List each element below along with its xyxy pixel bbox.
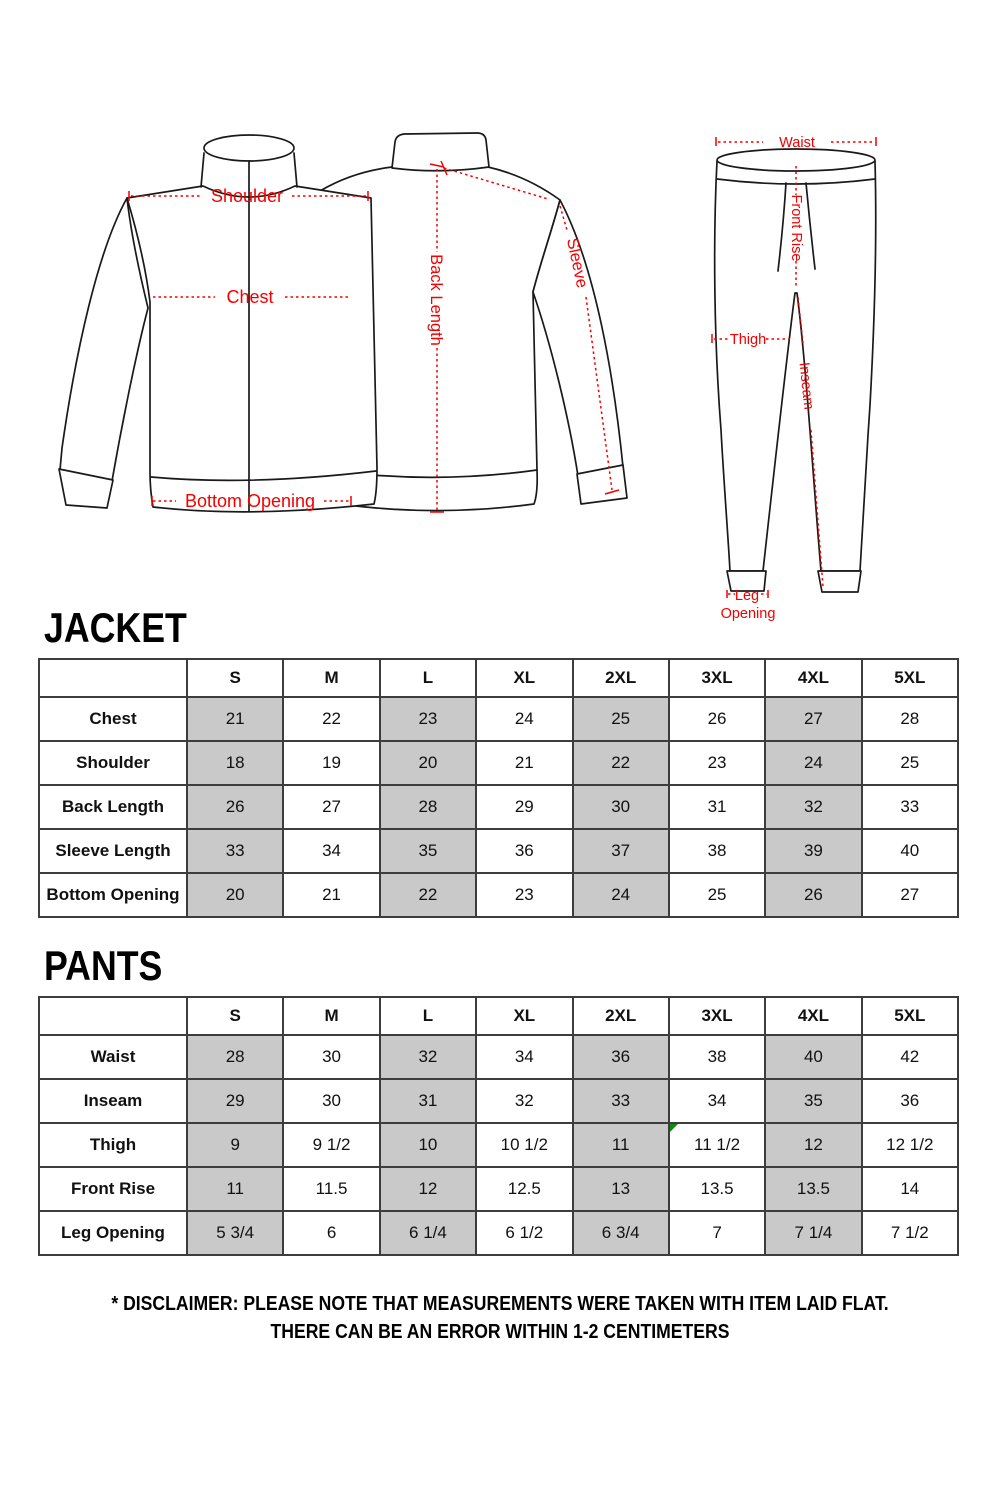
- size-cell: 28: [862, 697, 958, 741]
- size-cell: 40: [862, 829, 958, 873]
- size-cell: 25: [862, 741, 958, 785]
- size-cell: 6 1/2: [476, 1211, 572, 1255]
- size-cell: 29: [476, 785, 572, 829]
- size-cell: 5 3/4: [187, 1211, 283, 1255]
- size-cell: 7 1/4: [765, 1211, 861, 1255]
- size-cell: 34: [669, 1079, 765, 1123]
- size-cell: 30: [283, 1035, 379, 1079]
- size-cell: 6 1/4: [380, 1211, 476, 1255]
- size-cell: 11: [573, 1123, 669, 1167]
- size-header-2xl: 2XL: [573, 997, 669, 1035]
- size-cell: 34: [283, 829, 379, 873]
- waist-label: Waist: [779, 135, 815, 151]
- size-cell: 12: [765, 1123, 861, 1167]
- size-cell: 18: [187, 741, 283, 785]
- table-row: [39, 1211, 958, 1255]
- size-header-2xl: 2XL: [573, 659, 669, 697]
- table-row: [39, 697, 958, 741]
- size-cell: 26: [765, 873, 861, 917]
- size-cell: 21: [476, 741, 572, 785]
- pants-section-title: PANTS: [44, 942, 163, 989]
- size-cell: 12.5: [476, 1167, 572, 1211]
- size-cell: 24: [765, 741, 861, 785]
- row-label: Thigh: [39, 1123, 187, 1167]
- table-row: [39, 829, 958, 873]
- size-cell: 11: [187, 1167, 283, 1211]
- table-row: [39, 1123, 958, 1167]
- size-header-l: L: [380, 997, 476, 1035]
- size-cell: 7 1/2: [862, 1211, 958, 1255]
- comment-marker: [670, 1124, 678, 1132]
- size-header-3xl: 3XL: [669, 659, 765, 697]
- size-cell: 35: [765, 1079, 861, 1123]
- size-cell: 38: [669, 1035, 765, 1079]
- size-cell: 11 1/2: [669, 1123, 765, 1167]
- table-row: [39, 1035, 958, 1079]
- size-header-s: S: [187, 997, 283, 1035]
- size-header-xl: XL: [476, 659, 572, 697]
- size-cell: 12 1/2: [862, 1123, 958, 1167]
- size-cell: 6 3/4: [573, 1211, 669, 1255]
- size-cell: 21: [187, 697, 283, 741]
- size-cell: 32: [380, 1035, 476, 1079]
- size-cell: 33: [862, 785, 958, 829]
- pants-corner-cell: [39, 997, 187, 1035]
- inseam-label: Inseam: [795, 361, 817, 411]
- disclaimer-line-2: THERE CAN BE AN ERROR WITHIN 1-2 CENTIMETERS: [270, 1321, 730, 1343]
- size-cell: 21: [283, 873, 379, 917]
- size-cell: 39: [765, 829, 861, 873]
- jacket-corner-cell: [39, 659, 187, 697]
- chest-label: Chest: [226, 287, 274, 307]
- size-cell: 36: [573, 1035, 669, 1079]
- size-header-l: L: [380, 659, 476, 697]
- sleeve-label: Sleeve: [562, 236, 592, 290]
- size-cell: 42: [862, 1035, 958, 1079]
- size-cell: 37: [573, 829, 669, 873]
- size-cell: 9: [187, 1123, 283, 1167]
- row-label: Chest: [39, 697, 187, 741]
- row-label: Front Rise: [39, 1167, 187, 1211]
- row-label: Bottom Opening: [39, 873, 187, 917]
- size-header-4xl: 4XL: [765, 659, 861, 697]
- size-cell: 38: [669, 829, 765, 873]
- size-cell: 22: [573, 741, 669, 785]
- size-cell: 26: [187, 785, 283, 829]
- size-cell: 30: [283, 1079, 379, 1123]
- shoulder-label: Shoulder: [210, 186, 284, 206]
- size-header-4xl: 4XL: [765, 997, 861, 1035]
- size-cell: 29: [187, 1079, 283, 1123]
- size-cell: 25: [669, 873, 765, 917]
- size-cell: 30: [573, 785, 669, 829]
- size-cell: 6: [283, 1211, 379, 1255]
- size-cell: 20: [187, 873, 283, 917]
- row-label: Waist: [39, 1035, 187, 1079]
- size-header-s: S: [187, 659, 283, 697]
- size-cell: 36: [862, 1079, 958, 1123]
- size-cell: 35: [380, 829, 476, 873]
- size-cell: 40: [765, 1035, 861, 1079]
- size-cell: 34: [476, 1035, 572, 1079]
- row-label: Sleeve Length: [39, 829, 187, 873]
- row-label: Back Length: [39, 785, 187, 829]
- size-cell: 13: [573, 1167, 669, 1211]
- size-cell: 10: [380, 1123, 476, 1167]
- size-cell: 26: [669, 697, 765, 741]
- size-header-5xl: 5XL: [862, 997, 958, 1035]
- leg-opening-label-line1: Leg: [734, 588, 760, 604]
- size-cell: 25: [573, 697, 669, 741]
- pants-header-row: [39, 997, 958, 1035]
- row-label: Inseam: [39, 1079, 187, 1123]
- table-row: [39, 873, 958, 917]
- size-cell: 28: [187, 1035, 283, 1079]
- size-cell: 28: [380, 785, 476, 829]
- table-row: [39, 1167, 958, 1211]
- size-cell: 7: [669, 1211, 765, 1255]
- size-cell: 22: [283, 697, 379, 741]
- size-cell: 20: [380, 741, 476, 785]
- size-cell: 13.5: [669, 1167, 765, 1211]
- size-cell: 23: [476, 873, 572, 917]
- size-cell: 33: [187, 829, 283, 873]
- size-cell: 13.5: [765, 1167, 861, 1211]
- size-cell: 9 1/2: [283, 1123, 379, 1167]
- size-cell: 23: [380, 697, 476, 741]
- size-cell: 27: [283, 785, 379, 829]
- size-cell: 14: [862, 1167, 958, 1211]
- size-cell: 36: [476, 829, 572, 873]
- jacket-size-table: [38, 658, 959, 918]
- row-label: Shoulder: [39, 741, 187, 785]
- table-row: [39, 785, 958, 829]
- size-header-3xl: 3XL: [669, 997, 765, 1035]
- size-cell: 27: [765, 697, 861, 741]
- size-cell: 31: [669, 785, 765, 829]
- size-cell: 32: [765, 785, 861, 829]
- size-cell: 23: [669, 741, 765, 785]
- size-cell: 11.5: [283, 1167, 379, 1211]
- size-header-m: M: [283, 659, 379, 697]
- size-header-xl: XL: [476, 997, 572, 1035]
- size-cell: 24: [476, 697, 572, 741]
- front-rise-label: Front Rise: [788, 194, 804, 262]
- size-cell: 22: [380, 873, 476, 917]
- disclaimer: [60, 1290, 940, 1346]
- table-row: [39, 741, 958, 785]
- size-cell: 33: [573, 1079, 669, 1123]
- size-cell: 27: [862, 873, 958, 917]
- jacket-section-title: JACKET: [44, 604, 187, 651]
- row-label: Leg Opening: [39, 1211, 187, 1255]
- table-row: [39, 1079, 958, 1123]
- size-header-5xl: 5XL: [862, 659, 958, 697]
- size-cell: 10 1/2: [476, 1123, 572, 1167]
- size-header-m: M: [283, 997, 379, 1035]
- size-cell: 24: [573, 873, 669, 917]
- size-cell: 19: [283, 741, 379, 785]
- disclaimer-line-1: * DISCLAIMER: PLEASE NOTE THAT MEASUREMENTS WERE TAKEN WITH ITEM LAID FLAT.: [111, 1293, 889, 1315]
- size-cell: 31: [380, 1079, 476, 1123]
- size-cell: 32: [476, 1079, 572, 1123]
- size-cell: 12: [380, 1167, 476, 1211]
- leg-opening-label-line2: Opening: [720, 606, 776, 622]
- bottom-opening-label: Bottom Opening: [184, 491, 316, 511]
- garment-measurement-diagram: [0, 0, 1000, 640]
- thigh-label: Thigh: [729, 332, 767, 348]
- pants-size-table: [38, 996, 959, 1256]
- back-length-label: Back Length: [427, 254, 445, 346]
- jacket-header-row: [39, 659, 958, 697]
